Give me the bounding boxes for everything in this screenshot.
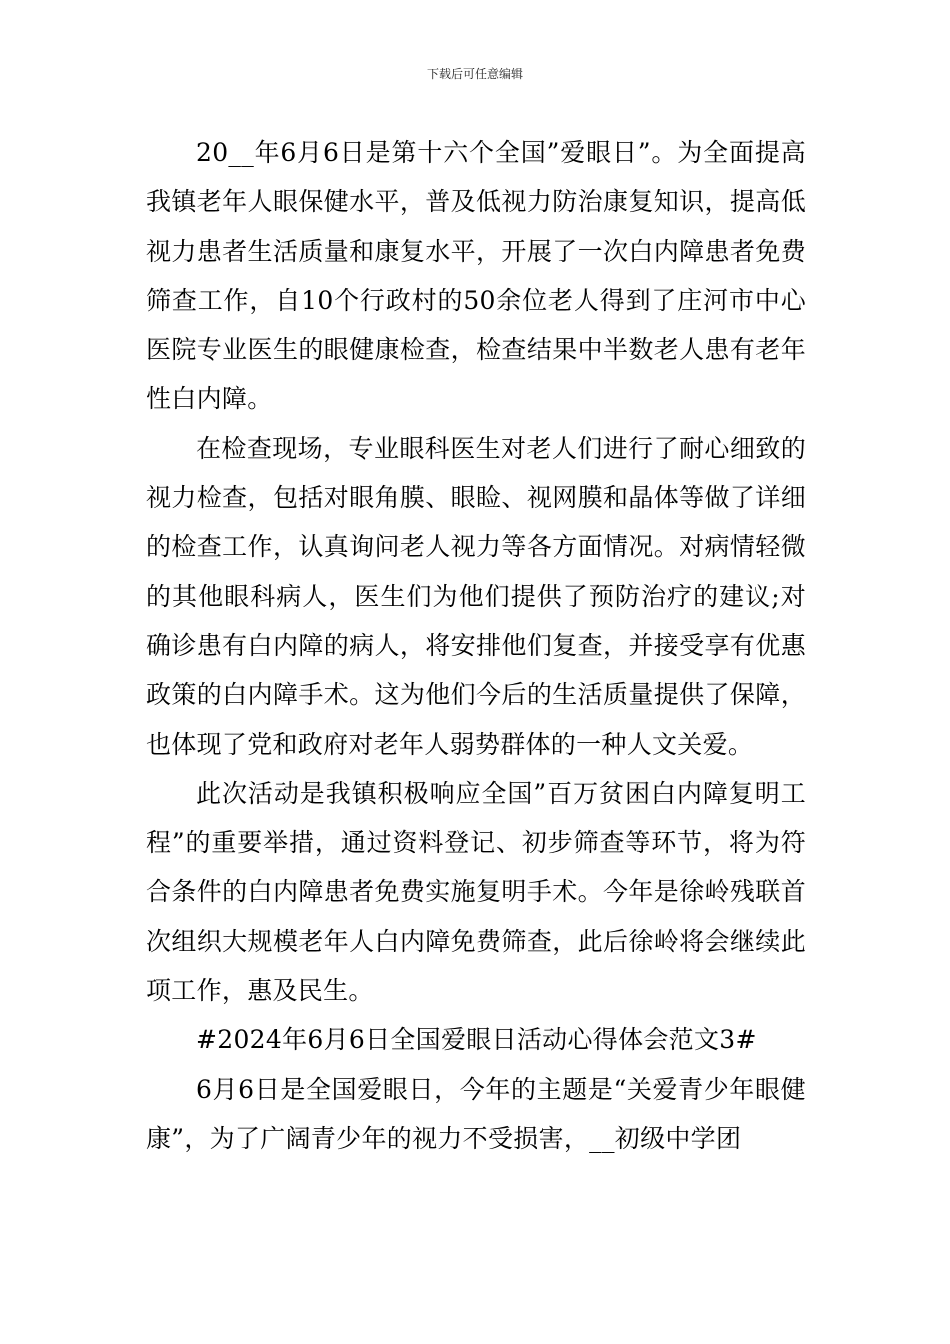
page-header-note: 下载后可任意编辑 — [426, 67, 523, 81]
paragraph-activity-measure: 此次活动是我镇积极响应全国”百万贫困白内障复明工程”的重要举措，通过资料登记、初步筛查等环节，将为符合条件的白内障患者免费实施复明手术。今年是徐岭残联首次组织大规模老年人白内障免费筛查，此后徐岭将会继续此项工作，惠及民生。 — [146, 778, 806, 1006]
paragraph-screening-site: 在检查现场，专业眼科医生对老人们进行了耐心细致的视力检查，包括对眼角膜、眼睑、视网膜和晶体等做了详细的检查工作，认真询问老人视力等各方面情况。对病情轻微的其他眼科病人，医生们为他们提供了预防治疗的建议;对确诊患有白内障的病人，将安排他们复查，并接受享有优惠政策的白内障手术。这为他们今后的生活质量提供了保障，也体现了党和政府对老年人弱势群体的一种人文关爱。 — [146, 433, 806, 759]
section-heading: #2024年6月6日全国爱眼日活动心得体会范文3# — [196, 1025, 757, 1055]
paragraph-theme: 6月6日是全国爱眼日，今年的主题是“关爱青少年眼健康”，为了广阔青少年的视力不受损害，__初级中学团 — [146, 1074, 806, 1153]
document-body — [146, 128, 806, 1163]
paragraph-eye-day-intro: 20__年6月6日是第十六个全国”爱眼日”。为全面提高我镇老年人眼保健水平，普及低视力防治康复知识，提高低视力患者生活质量和康复水平，开展了一次白内障患者免费筛查工作，自10个行政村的50余位老人得到了庄河市中心医院专业医生的眼健康检查，检查结果中半数老人患有老年性白内障。 — [146, 138, 806, 414]
